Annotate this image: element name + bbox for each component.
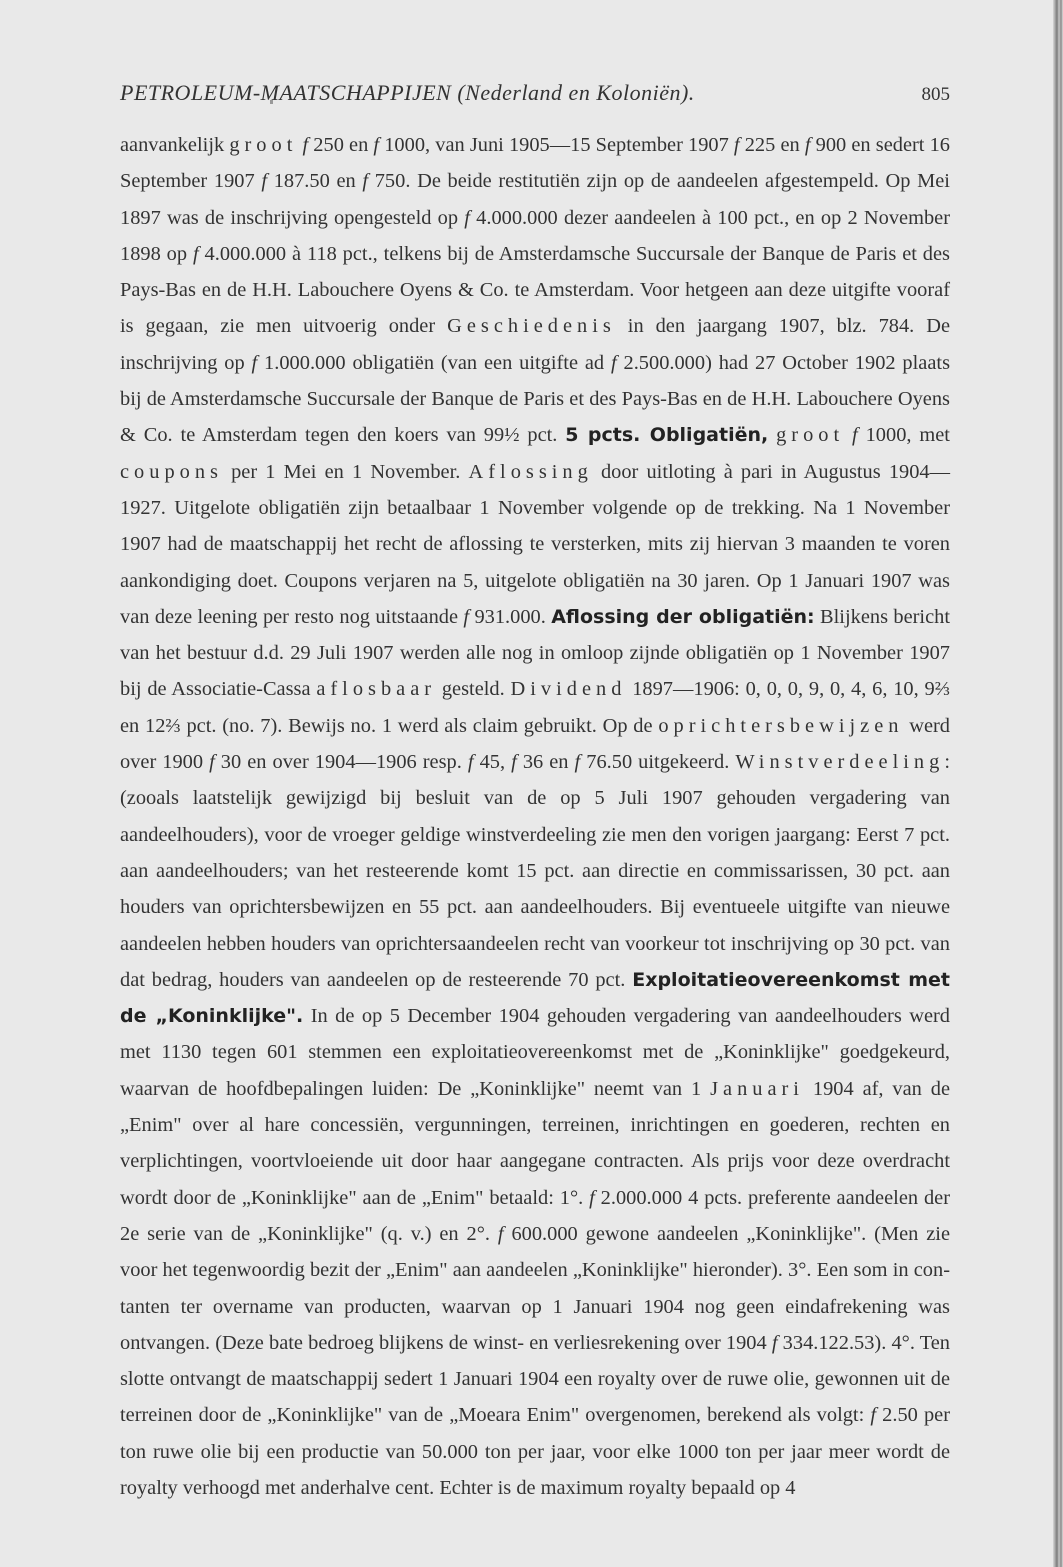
spaced-emphasis: Geschiedenis: [447, 315, 616, 338]
florin-sign: f: [870, 1404, 877, 1427]
florin-sign: f: [467, 751, 474, 774]
text-run: 225 en: [739, 134, 805, 156]
text-run: [844, 424, 852, 446]
florin-sign: f: [192, 242, 199, 265]
text-run: door uitloting à pari in Augustus 1904—1927. Uitgelote obligatiën zijn betaalbaar 1 November volgende op de trekking. Na 1 November 1907 had de maatschappij het recht de aflossing te versterken, mits zij hiervan 3 maanden te voren aankondiging doet. Coupons verjaren na 5, uitgelote obligatiën na 30 jaren. Op 1 Januari 1907 was van deze leening per resto nog uitstaande: [120, 460, 950, 628]
text-run: 1.000.000 obligatiën (van een uitgifte ad: [257, 351, 611, 374]
section-heading: Aflossing der obligatiën:: [551, 605, 815, 628]
text-run: werd over 1900: [120, 714, 950, 774]
text-run: 334.122.53). 4°. Ten slotte ontvangt de maatschappij sedert 1 Januari 1904 een royalty over de ruwe olie, gewonnen uit de terreinen door de „Koninklijke" van de „Moeara Enim" overgenomen, berekend als volgt:: [120, 1331, 950, 1427]
text-run: gesteld.: [436, 678, 511, 701]
text-run: 45,: [473, 751, 512, 774]
spaced-emphasis: groot: [229, 134, 298, 156]
text-run: 76.50 uitgekeerd.: [580, 751, 736, 774]
florin-sign: f: [511, 751, 517, 774]
text-run: 2.000.000 4 pcts. preferente aandeelen der 2e serie van de „Koninklijke" (q. v.) en 2°.: [120, 1186, 950, 1245]
section-heading: 5 pcts. Obligatiën,: [565, 424, 769, 447]
spaced-emphasis: Dividend: [510, 678, 627, 701]
text-run: 750. De beide restitutiën zijn op de aandeelen afgestempeld. Op Mei 1897 was de inschrijving opengesteld op: [120, 170, 950, 229]
florin-sign: f: [804, 134, 811, 156]
florin-sign: f: [610, 351, 617, 374]
text-run: 1904 af, van de „Enim" over al hare concessiën, vergunningen, terreinen, inrichtingen en goederen, rechten en verplichtingen, voortvloeiende uit door haar aangegane contracten. Als prijs voor deze overdracht wordt door de „Koninklijke" aan de „Enim" betaald: 1°.: [120, 1077, 950, 1209]
running-title: PETROLEUM-MAATSCHAPPIJEN (Nederland en Koloniën).: [120, 80, 695, 105]
spaced-emphasis: Januari: [710, 1077, 804, 1100]
florin-sign: f: [771, 1331, 778, 1354]
text-run: [768, 424, 776, 446]
text-run: in den jaargang 1907, blz. 784. De inschrijving op: [120, 315, 951, 374]
spaced-emphasis: aflosbaar: [316, 678, 437, 701]
spaced-emphasis: Winstverdeeling: [735, 751, 945, 774]
text-run: 600.000 gewone aandeelen „Koninklijke". (Men zie voor het tegenwoordig bezit der „Enim" aan aandeelen „Koninklijke" hieronder). 3°. Een som in contanten ter overname van producten, waarvan op 1 Januari 1904 nog geen eindafrekening was ontvangen. (Deze bate bedroeg blijkens de winst- en verliesrekening over 1904: [120, 1222, 950, 1354]
spaced-emphasis: groot: [776, 424, 845, 447]
text-run: 4.000.000 à 118 pct., telkens bij de Amsterdamsche Succursale der Banque de Paris et des Pays-Bas en de H.H. Labouchere Oyens & Co. te Amsterdam. Voor hetgeen aan deze uitgifte vooraf is gegaan, zie men uitvoerig onder: [120, 242, 950, 338]
page-edge: [1053, 0, 1063, 1567]
text-run: 1000, met: [857, 424, 950, 447]
text-run: per 1 Mei en 1 November.: [222, 460, 469, 483]
florin-sign: f: [463, 605, 470, 628]
text-run: : (zooals laatstelijk gewijzigd bij besluit van de op 5 Juli 1907 gehouden vergadering van aandeelhouders), voor de vroeger geldige winstverdeeling zie men den vorigen jaargang: Eerst 7 pct. aan aandeelhouders; van het resteerende komt 15 pct. aan directie en commissarissen, 30 pct. aan houders van oprichtersbewijzen en 55 pct. aan aandeelhouders. Bij eventueele uitgifte van nieuwe aandeelen hebben houders van oprichtersaandeelen recht van voorkeur tot inschrijving op 30 pct. van dat bedrag, houders van aandeelen op de resteerende 70 pct.: [120, 751, 950, 991]
spaced-emphasis: coupons: [120, 460, 223, 483]
text-run: Blijkens bericht van het bestuur d.d. 29 Juli 1907 werden alle nog in omloop zijnde obligatiën op 1 November 1907 bij de Associatie-Cassa: [120, 605, 950, 701]
body-paragraph: [120, 127, 950, 1506]
florin-sign: f: [497, 1222, 504, 1245]
page-number: 805: [921, 84, 950, 105]
text-run: In de op 5 December 1904 gehouden vergadering van aandeelhouders werd met 1130 tegen 601 stemmen een exploitatieovereenkomst met de „Koninklijke" goedgekeurd, waarvan de hoofdbepalingen luiden: De „Koninklijke" neemt van 1: [120, 1005, 950, 1100]
florin-sign: f: [362, 170, 369, 193]
florin-sign: f: [464, 206, 470, 229]
text-run: 250 en: [308, 134, 374, 156]
spaced-emphasis: Aflossing: [468, 460, 593, 483]
text-run: 4.000.000 dezer aandeelen à 100 pct., en op 2 November 1898 op: [120, 206, 950, 265]
text-run: 36 en: [516, 751, 575, 774]
spaced-emphasis: oprichtersbewijzen: [658, 714, 904, 737]
running-header: [120, 80, 950, 108]
florin-sign: f: [251, 351, 258, 374]
florin-sign: f: [589, 1186, 595, 1209]
florin-sign: f: [574, 751, 581, 774]
text-run: 30 en over 1904—1906 resp.: [214, 751, 468, 774]
florin-sign: f: [261, 170, 268, 193]
florin-sign: f: [852, 424, 858, 447]
section-heading: Exploitatieovereenkomst met de „Koninklijke".: [120, 968, 950, 1028]
text-run: 1897—1906: 0, 0, 0, 9, 0, 4, 6, 10, 9⅔ en 12⅔ pct. (no. 7). Bewijs no. 1 werd als claim gebruikt. Op de: [120, 678, 950, 737]
text-run: 900 en sedert 16 September 1907: [120, 134, 950, 193]
text-run: aanvankelijk: [120, 134, 230, 156]
text-run: 2.500.000) had 27 October 1902 plaats bij de Amsterdamsche Succursale der Banque de Paris et des Pays-Bas en de H.H. Labouchere Oyens & Co. te Amsterdam tegen den koers van 99½ pct.: [120, 351, 950, 447]
text-run: 2.50 per ton ruwe olie bij een productie van 50.000 ton per jaar, voor elke 1000 ton per jaar meer wordt de royalty verhoogd met anderhalve cent. Echter is de maximum royalty bepaald op 4: [120, 1404, 950, 1499]
florin-sign: f: [733, 134, 740, 156]
text-run: 931.000.: [469, 605, 552, 628]
text-run: 1000, van Juni 1905—15 September 1907: [379, 134, 734, 156]
text-run: 187.50 en: [267, 170, 363, 193]
florin-sign: f: [373, 134, 380, 156]
florin-sign: f: [302, 134, 309, 156]
florin-sign: f: [209, 751, 215, 774]
